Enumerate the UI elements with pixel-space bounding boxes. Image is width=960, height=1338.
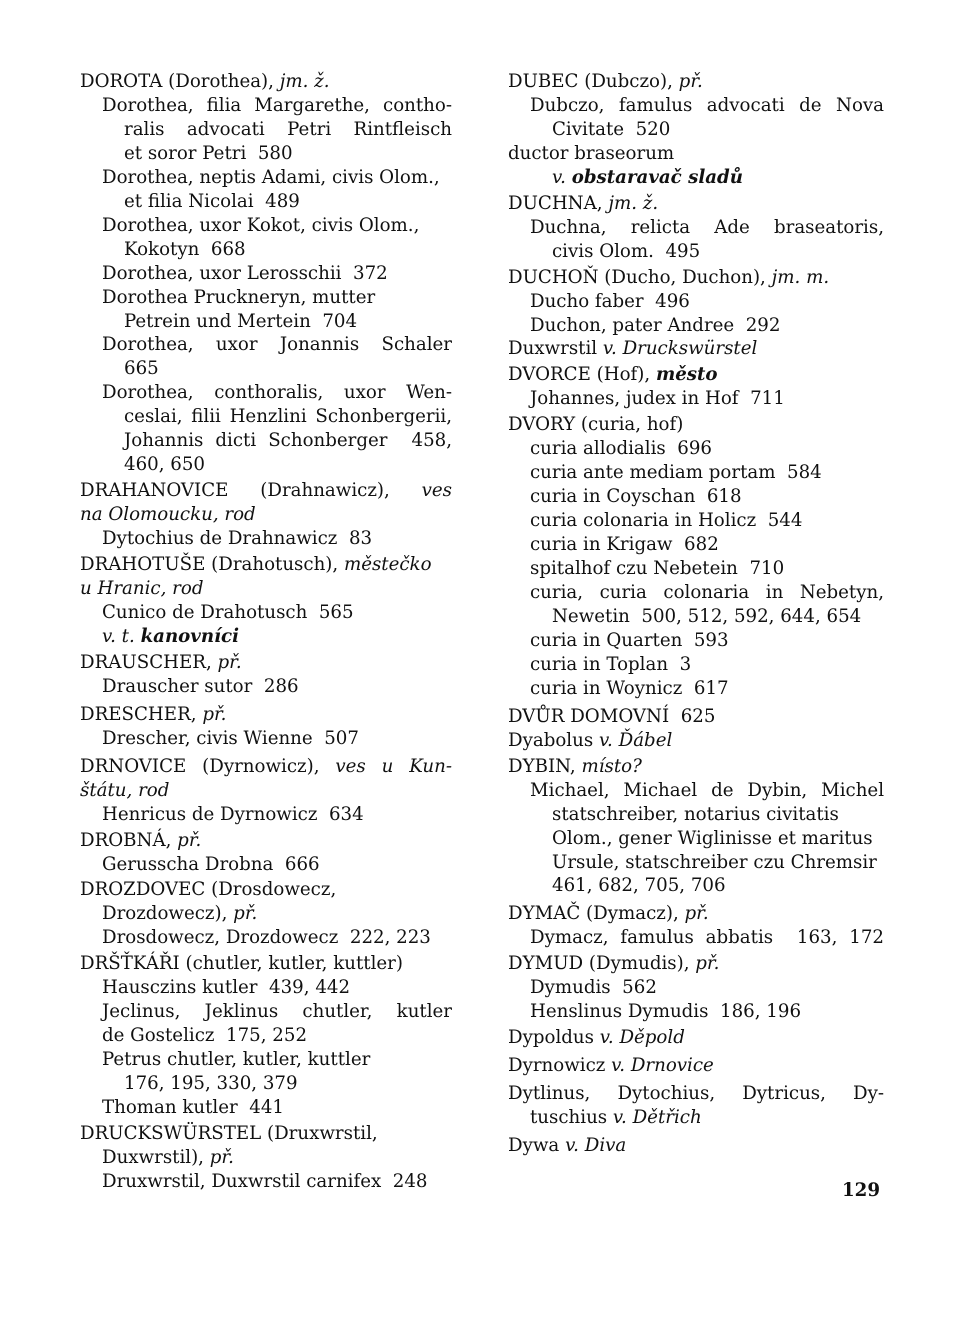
text-segment: Duchon, pater Andree 292 [530,314,781,336]
text-segment: 461, 682, 705, 706 [552,875,726,897]
italic-text: Druckswürstel [622,338,758,360]
index-entry-line [80,310,452,334]
index-entry-line [80,625,452,649]
index-entry-line [80,142,452,166]
text-segment: Jeclinus, Jeklinus chutler, kutler [102,1001,452,1023]
page-number: 129 [842,1180,880,1201]
index-heading-line [508,363,884,387]
text-segment: Thoman kutler 441 [102,1097,284,1119]
text-segment: spitalhof czu Nebetein 710 [530,558,785,580]
index-entry-line [508,605,884,629]
index-entry-line [508,240,884,264]
index-entry-line [80,94,452,118]
text-segment: Henslinus Dymudis 186, 196 [530,1001,802,1023]
index-entry-line [508,677,884,701]
text-segment: 665 [124,358,159,380]
index-heading-line [508,413,884,437]
text-segment: DROZDOVEC (Drosdowecz, [80,879,337,901]
index-heading-line [508,755,884,779]
index-heading-line [508,1054,884,1078]
text-segment: Dymudis 562 [530,977,657,999]
text-segment: 176, 195, 330, 379 [124,1073,298,1095]
index-heading-line [80,553,452,577]
italic-text: obstaravač sladů [571,166,743,188]
text-segment: DYBIN, [508,755,582,777]
text-segment: Ducho faber 496 [530,290,690,312]
italic-text: př. [233,903,258,925]
index-entry-line [80,118,452,142]
index-heading-line [80,829,452,853]
index-entry-line [80,803,452,827]
index-entry-line [80,405,452,429]
index-entry-line [80,333,452,357]
index-entry-line [80,1072,452,1096]
text-segment: tuschius [530,1107,613,1129]
text-segment: Dypoldus [508,1027,600,1049]
index-entry-line [80,902,452,926]
text-segment: Drozdowecz), [102,903,234,925]
text-segment: DYMUD (Dymudis), [508,953,696,975]
italic-text: město [655,364,718,386]
italic-text: na Olomoucku, rod [80,504,256,526]
index-heading-line [80,1122,452,1146]
index-heading-line [508,1134,884,1158]
italic-text: městečko [343,554,432,576]
index-entry-line [80,381,452,405]
index-entry-line [80,1170,452,1194]
text-segment: Dorothea Pruckneryn, mutter [102,286,376,308]
text-segment: statschreiber, notarius civitatis [552,803,839,825]
italic-text: jm. ž. [608,192,659,214]
text-segment: ceslai, filii Henzlini Schonbergerii, [124,406,453,428]
text-segment: Michael, Michael de Dybin, Michel [530,779,885,801]
text-segment: curia in Quarten 593 [530,629,729,651]
index-entry-line [508,387,884,411]
italic-text: kanovníci [140,625,239,647]
text-segment: Dorothea, filia Margarethe, contho- [102,94,452,116]
italic-text: v. [611,1055,631,1077]
text-segment: Olom., gener Wiglinisse et maritus [552,827,873,849]
text-segment: Duchna, relicta Ade braseatoris, [530,216,884,238]
italic-text: Drnovice [630,1055,714,1077]
index-entry-line [508,509,884,533]
text-segment: DRAHOTUŠE (Drahotusch), [80,554,344,576]
text-segment: DYMAČ (Dymacz), [508,903,685,925]
italic-text: ves [421,480,452,502]
index-heading-line [508,266,884,290]
text-segment: DVORY (curia, hof) [508,414,684,436]
index-entry-line [508,779,884,803]
text-segment: DVŮR DOMOVNÍ 625 [508,705,716,727]
italic-text: Děpold [619,1027,685,1049]
text-segment: DRAHANOVICE (Drahnawicz), [80,480,422,502]
index-entry-line [508,803,884,827]
index-heading-line [80,878,452,902]
italic-text: př. [202,703,227,725]
index-entry-line [80,238,452,262]
text-segment: civis Olom. 495 [552,240,701,262]
italic-text: Dětřich [632,1107,702,1129]
index-entry-line [508,1106,884,1130]
index-heading-line [508,902,884,926]
index-heading-line [508,729,884,753]
right-index-column [508,70,884,1158]
text-segment: Dyabolus [508,729,599,751]
text-segment: DVORCE (Hof), [508,364,656,386]
text-segment: DRŠŤKÁŘI (chutler, kutler, kuttler) [80,953,403,975]
index-entry-line [80,262,452,286]
index-entry-line [80,1048,452,1072]
index-entry-line [508,976,884,1000]
index-heading-line [80,651,452,675]
index-entry-line [80,675,452,699]
index-heading-line [80,577,452,601]
index-entry-line [508,216,884,240]
italic-text: př. [217,651,242,673]
index-entry-line [80,601,452,625]
index-entry-line [80,926,452,950]
index-entry-line [80,527,452,551]
index-entry-line [508,461,884,485]
text-segment: ralis advocati Petri Rintfleisch [124,118,452,140]
text-segment: curia ante mediam portam 584 [530,462,822,484]
index-entry-line [508,827,884,851]
index-heading-line [80,755,452,779]
text-segment: Dorothea, uxor Lerosschii 372 [102,262,388,284]
text-segment: Drescher, civis Wienne 507 [102,727,359,749]
index-heading-line [80,503,452,527]
text-segment: curia in Woynicz 617 [530,677,729,699]
index-entry-line [508,1000,884,1024]
italic-text: v. [612,1107,633,1129]
index-heading-line [80,779,452,803]
text-segment: Hausczins kutler 439, 442 [102,977,351,999]
text-segment: Dorothea, neptis Adami, civis Olom., [102,166,440,188]
italic-text: př. [695,953,720,975]
text-segment: curia in Coyschan 618 [530,486,742,508]
index-entry-line [508,557,884,581]
text-segment: Kokotyn 668 [124,238,246,260]
text-segment: curia colonaria in Holicz 544 [530,510,803,532]
index-entry-line [508,485,884,509]
text-segment: curia, curia colonaria in Nebetyn, [530,582,884,604]
index-entry-line [508,118,884,142]
text-segment: Druxwrstil, Duxwrstil carnifex 248 [102,1170,428,1192]
italic-text: jm. ž. [279,71,330,92]
index-entry-line [80,727,452,751]
text-segment: DUCHOŇ (Ducho, Duchon), [508,266,772,288]
text-segment: Dorothea, conthoralis, uxor Wen- [102,382,453,404]
index-entry-line [80,357,452,381]
text-segment: Drauscher sutor 286 [102,675,299,697]
index-entry-line [508,166,884,190]
text-segment: Drosdowecz, Drozdowecz 222, 223 [102,927,431,949]
index-entry-line [80,190,452,214]
italic-text: Ďábel [618,729,673,751]
text-segment: curia in Toplan 3 [530,653,692,675]
index-heading-line [80,70,452,94]
text-segment: Dywa [508,1134,566,1156]
text-segment: curia in Krigaw 682 [530,534,719,556]
index-heading-line [508,1026,884,1050]
text-segment: et filia Nicolai 489 [124,190,300,212]
italic-text: př. [177,829,202,851]
text-segment: Duxwrstil [508,338,603,360]
italic-text: v. [599,1027,620,1049]
index-entry-line [508,653,884,677]
index-entry-line [80,976,452,1000]
index-heading-line [508,192,884,216]
index-entry-line [508,437,884,461]
index-entry-line [508,533,884,557]
text-segment: DRAUSCHER, [80,651,218,673]
index-heading-line [508,142,884,166]
text-segment: Dubczo, famulus advocati de Nova [530,94,885,116]
index-entry-line [80,166,452,190]
text-segment: DRESCHER, [80,703,203,725]
italic-text: př. [209,1146,234,1168]
text-segment: DRUCKSWÜRSTEL (Druxwrstil, [80,1122,378,1144]
index-heading-line [80,479,452,503]
text-segment: DROBNÁ, [80,829,178,851]
index-heading-line [80,703,452,727]
text-segment: Henricus de Dyrnowicz 634 [102,803,364,825]
index-entry-line [508,851,884,875]
index-entry-line [80,1146,452,1170]
index-heading-line [508,70,884,94]
index-heading-line [508,1082,884,1106]
index-entry-line [80,453,452,477]
italic-text: v. t. [102,625,141,647]
italic-text: místo? [581,755,642,777]
text-segment: Duxwrstil), [102,1146,210,1168]
text-segment: Petrein und Mertein 704 [124,310,358,332]
index-entry-line [80,1000,452,1024]
index-entry-line [508,581,884,605]
index-entry-line [508,926,884,950]
text-segment: ductor braseorum [508,142,675,164]
left-index-column [80,70,452,1194]
text-segment: Gerusscha Drobna 666 [102,853,320,875]
index-entry-line [80,429,452,453]
text-segment: Newetin 500, 512, 592, 644, 654 [552,605,862,627]
text-segment: de Gostelicz 175, 252 [102,1025,308,1047]
index-entry-line [80,286,452,310]
text-segment: Cunico de Drahotusch 565 [102,601,354,623]
text-segment: Dymacz, famulus abbatis 163, 172 [530,927,884,949]
italic-text: v. [602,338,623,360]
text-segment: 460, 650 [124,454,205,476]
index-entry-line [508,629,884,653]
text-segment: Dytlinus, Dytochius, Dytricus, Dy- [508,1083,884,1105]
index-entry-line [80,1096,452,1120]
italic-text: v. [552,166,572,188]
index-entry-line [508,290,884,314]
text-segment: Ursule, statschreiber czu Chremsir [552,851,877,873]
text-segment: DRNOVICE (Dyrnowicz), [80,755,336,777]
text-segment: Johannes, judex in Hof 711 [530,388,785,410]
text-segment: Dorothea, uxor Kokot, civis Olom., [102,214,420,236]
text-segment: Dyrnowicz [508,1055,612,1077]
index-entry-line [80,1024,452,1048]
text-segment: Petrus chutler, kutler, kuttler [102,1049,371,1071]
italic-text: v. [565,1134,585,1156]
text-segment: DUBEC (Dubczo), [508,71,679,92]
text-segment: Civitate 520 [552,118,671,140]
index-heading-line [508,705,884,729]
index-entry-line [80,214,452,238]
italic-text: jm. m. [771,266,830,288]
italic-text: u Hranic, rod [80,578,204,600]
text-segment: Dytochius de Drahnawicz 83 [102,528,373,550]
index-entry-line [508,874,884,898]
text-segment: Johannis dicti Schonberger 458, [124,430,452,452]
index-entry-line [80,853,452,877]
italic-text: ves u Kun- [335,755,452,777]
text-segment: Dorothea, uxor Jonannis Schaler [102,334,452,356]
index-entry-line [508,314,884,338]
text-segment: et soror Petri 580 [124,142,293,164]
text-segment: DUCHNA, [508,192,609,214]
index-entry-line [508,94,884,118]
italic-text: Diva [584,1134,627,1156]
text-segment: curia allodialis 696 [530,438,713,460]
italic-text: př. [678,71,703,92]
italic-text: štátu, rod [80,779,170,801]
index-heading-line [508,337,884,361]
text-segment: DOROTA (Dorothea), [80,71,280,92]
italic-text: v. [598,729,619,751]
index-heading-line [80,952,452,976]
index-heading-line [508,952,884,976]
italic-text: př. [684,903,709,925]
